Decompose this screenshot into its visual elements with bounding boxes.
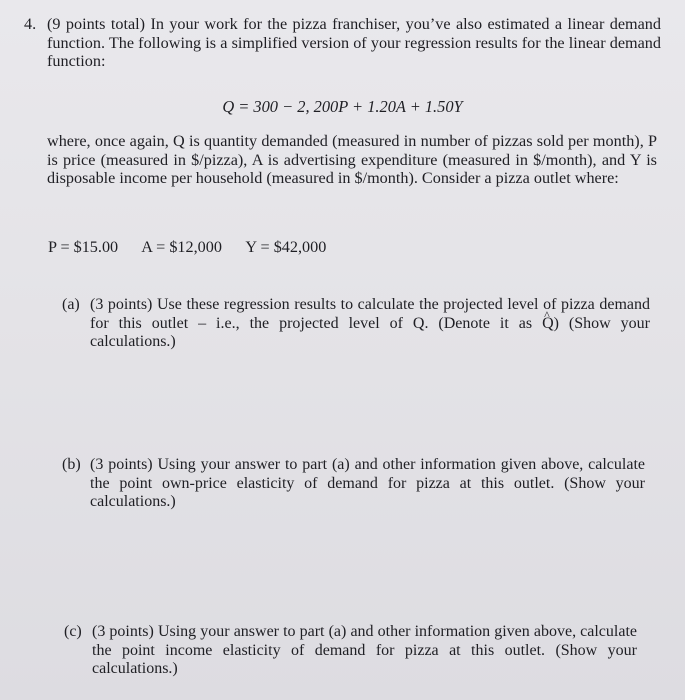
value-income: Y = $42,000 (245, 238, 327, 256)
value-price: P = $15.00 (48, 238, 119, 256)
q-hat-symbol: ^ Q (542, 315, 554, 334)
part-a-label: (a) (62, 296, 80, 313)
given-values (48, 238, 648, 257)
part-b-text: (3 points) Using your answer to part (a) and other information given above, calculate the point own-price elasticity of demand for pizza at this outlet. (Show your calculations.) (90, 456, 645, 511)
demand-equation (0, 98, 685, 117)
part-a-text-before: (3 points) Use these regression results to calculate the projected level of pizza demand for this outlet – i.e., the projected level of Q. (Denote it as (90, 296, 650, 332)
part-c-text: (3 points) Using your answer to part (a) and other information given above, calculate the point income elasticity of demand for pizza at this outlet. (Show your calculations.) (92, 623, 637, 678)
question-intro: (9 points total) In your work for the pizza franchiser, you’ve also estimated a linear demand function. The following is a simplified version of your regression results for the linear demand function: (47, 15, 661, 71)
part-b-label: (b) (62, 456, 81, 473)
variable-definitions: where, once again, Q is quantity demanded (measured in number of pizzas sold per month), P is price (measured in $/pizza), A is advertising expenditure (measured in $/month), and Y is disposable income per household (measured in $/month). Consider a pizza outlet where: (47, 132, 657, 188)
equation-text: Q = 300 − 2, 200P + 1.20A + 1.50Y (222, 97, 463, 116)
part-a-text-after: ) (Show your calculations.) (90, 314, 651, 351)
question-number: 4. (24, 15, 37, 33)
value-advertising: A = $12,000 (141, 238, 222, 256)
part-c-label: (c) (64, 623, 82, 640)
part-a-text (90, 296, 650, 352)
